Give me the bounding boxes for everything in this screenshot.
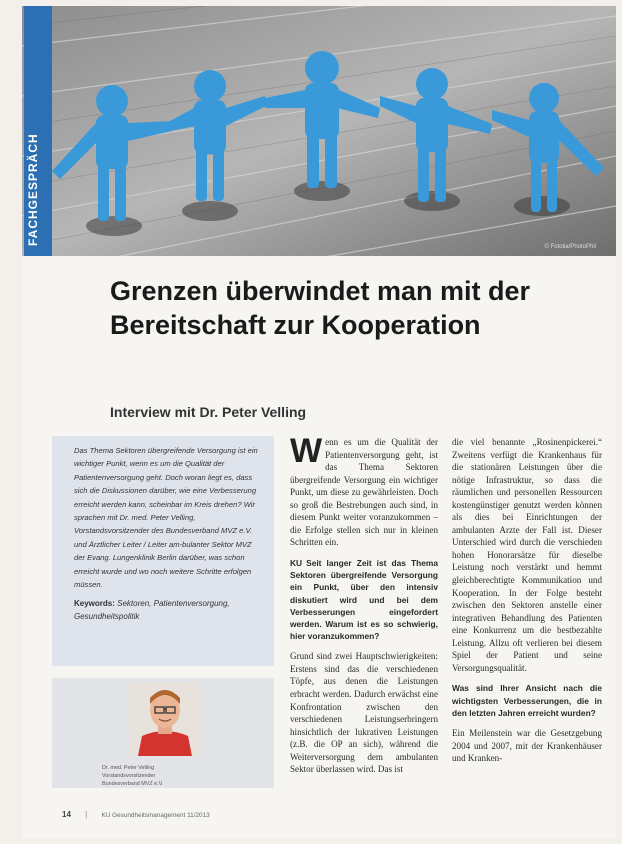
person-portrait-image — [130, 682, 200, 756]
hero-image — [22, 6, 616, 256]
article-headline: Grenzen überwindet man mit der Bereitschaft zur Kooperation — [110, 276, 531, 340]
question-1-text: Seit langer Zeit ist das Thema Sektoren übergreifende Versorgung ein Punkt, über den intensiv diskutiert wird und bei dem Verbesserungen eingefordert werden. Warum ist es so schwierig, hier voranzukommen? — [290, 557, 438, 642]
answer-2-paragraph: Ein Meilenstein war die Gesetzgebung 2004 und 2007, mit der Krankenhäuser und Kranken- — [452, 728, 602, 764]
article-column-3 — [452, 436, 602, 773]
caption-role: Vorstandsvorsitzender — [102, 773, 156, 779]
answer-1-paragraph: Grund sind zwei Hauptschwierigkeiten: Erstens sind das die verschiedenen Töpfe, aus denen die Leistungen erbracht werden. Dadurch erwächst eine Konfrontation zwischen den verschiedenen Leistungserbringern hinsichtlich der lukrativen Leistungen (z.B. die OP an sich), während die Weiterversorgung dem ambulanten Sektor überlassen wird. Das ist — [290, 651, 438, 775]
question-tag: KU — [290, 557, 303, 568]
publication-name: KU Gesundheitsmanagement 11/2013 — [101, 812, 210, 819]
paper-chain-people-photo — [22, 6, 616, 256]
keywords-list: Sektoren, Patientenversorgung, Gesundheitspolitik — [74, 599, 230, 622]
portrait-caption — [102, 764, 163, 788]
article-column-2 — [290, 432, 438, 784]
keywords-label: Keywords: — [74, 599, 115, 609]
question-2: Was sind Ihrer Ansicht nach die wichtigsten Verbesserungen, die in den letzten Jahren erreicht wurden? — [452, 683, 602, 718]
page-footer — [62, 810, 210, 819]
keywords — [74, 597, 262, 623]
portrait-photo — [130, 682, 200, 756]
answer-1-continued: die viel benannte „Rosinenpickerei.“ Zweitens verfügt die Krankenhaus für die stationären Leistungen über die nötige Infrastruktur, so dass die räumlichen und personellen Ressourcen kostengünstiger genutzt werden können als dies bei Einrichtungen der ambulanten Arzte der Fall ist. Dieser Unterschied wird durch die verschieden hohen Honorarsätze für dieselbe Leistung noch verstärkt und hemmt gleichberechtigte Kommunikation und Kooperation. In der Folge besteht zwischen den Sektoren anstelle einer integrativen Behandlung des Patienten eine Konkurrenz um die bestbezahlte Leistung. Allzu oft verlieren bei diesem Spiel der Patient und seine Versorgungsqualität. — [452, 437, 602, 673]
teaser-box — [52, 436, 274, 666]
caption-name: Dr. med. Peter Velling — [102, 765, 155, 771]
section-label: FACHGESPRÄCH — [26, 133, 40, 246]
page-number: 14 — [62, 810, 71, 819]
intro-text: enn es um die Qualität der Patientenversorgung geht, ist das Thema Sektoren übergreifende Versorgung ein wichtiger Punkt, um diese zu gewährleisten. Doch so groß die Bestrebungen auch sind, in diesem Punkt weiter voranzukommen – die Erfolge stellen sich nur in kleinen Schritten ein. — [290, 437, 438, 548]
caption-org: Bundesverband MVZ e.V. — [102, 781, 164, 787]
teaser-text: Das Thema Sektoren übergreifende Versorgung ist ein wichtiger Punkt, wenn es um die Qualität der Patientenversorgung geht. Doch woran liegt es, dass sich die Diskussionen darüber, wie eine Verbesserung erreicht werden kann, scheinbar im Kreis drehen? Wir sprachen mit Dr. med. Peter Velling, Vorstandsvorsitzender des Bundesverband MVZ e.V. und Ärztlicher Leiter / Leiter am-bulanter Sektor MVZ der Evang. Lungenklinik Berlin darüber, was schon erreicht wurde und wo noch weitere Schritte erfolgen müssen. — [74, 446, 258, 590]
article-subtitle: Interview mit Dr. Peter Velling — [110, 404, 307, 420]
intro-paragraph — [290, 432, 438, 549]
footer-separator: | — [85, 810, 88, 819]
magazine-page — [22, 6, 616, 838]
question-1 — [290, 557, 438, 642]
drop-cap: W — [290, 432, 323, 470]
photo-credit: © Fotolia/PhotoPhil — [544, 244, 596, 250]
